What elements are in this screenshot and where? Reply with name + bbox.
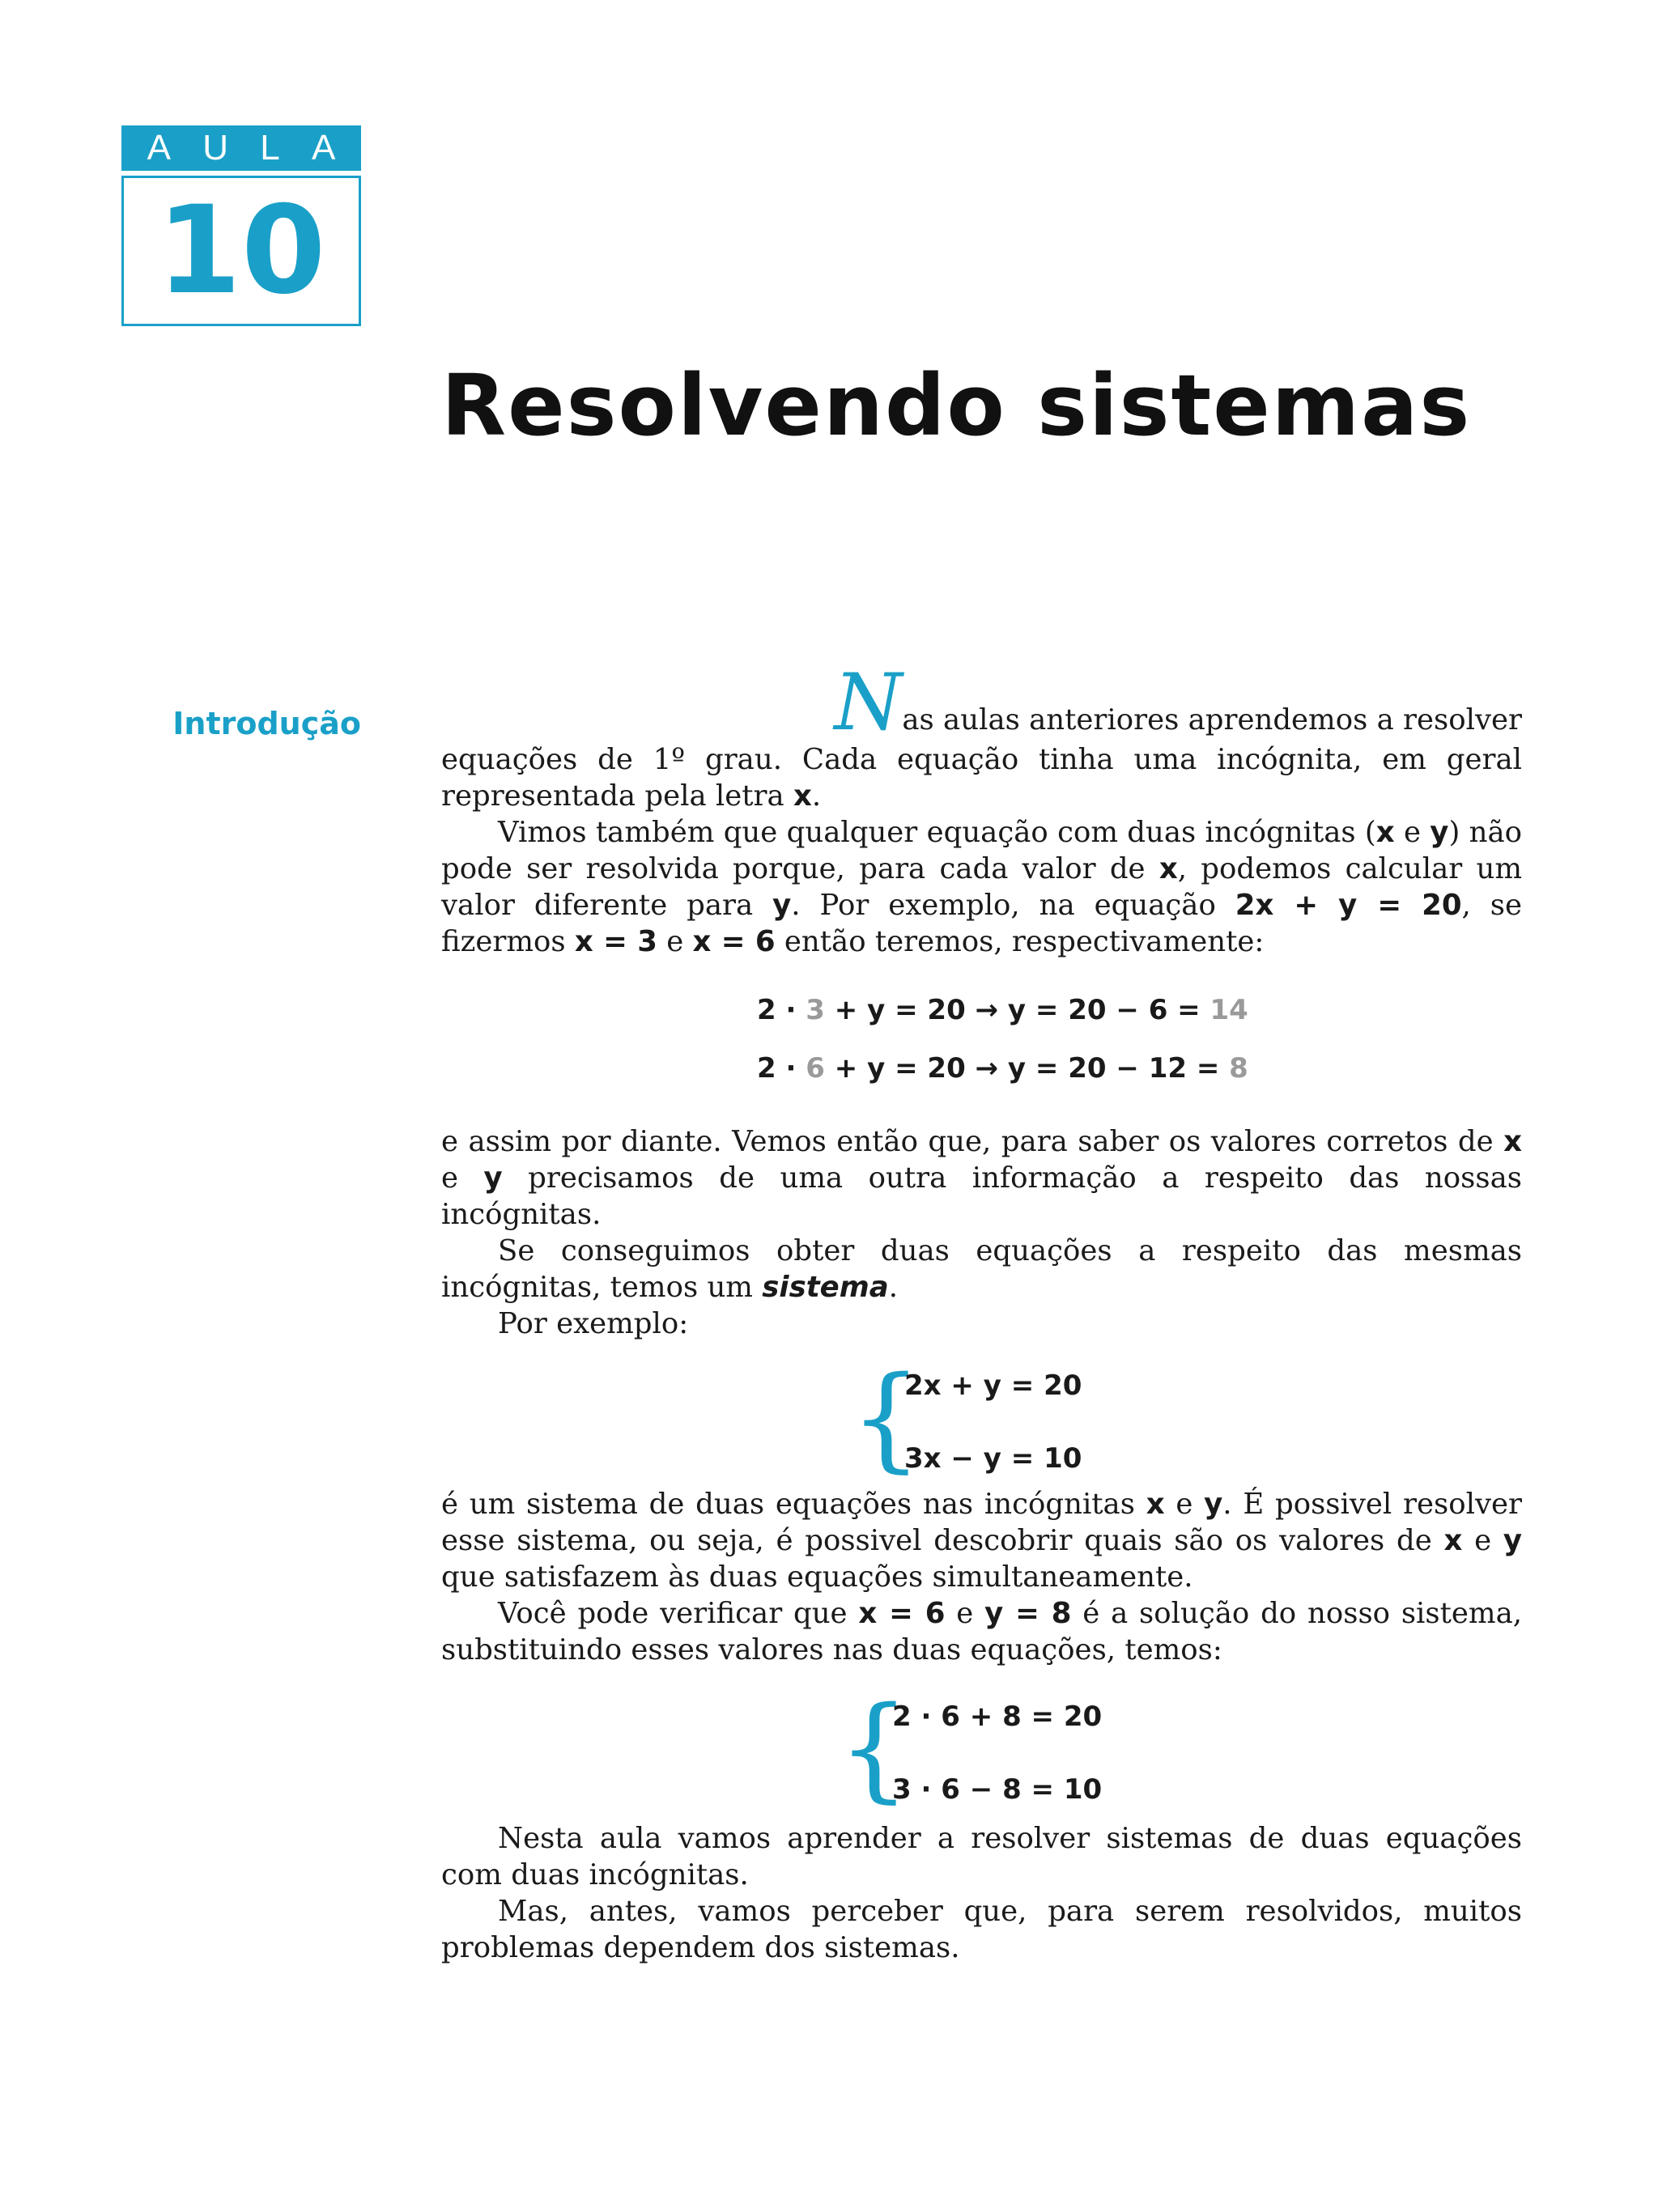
inline-equation: 2x + y = 20 [1235, 889, 1462, 922]
paragraph-8: Nesta aula vamos aprender a resolver sistemas de duas equações com duas incógnitas. [441, 1822, 1522, 1891]
lesson-letter: A [312, 128, 336, 168]
brace-icon: { [850, 1352, 923, 1484]
lesson-label [121, 125, 361, 171]
var-y: y [483, 1161, 503, 1195]
paragraph-4: Se conseguimos obter duas equações a respeito das mesmas incógnitas, temos um sistema. [441, 1234, 1522, 1304]
paragraph-9: Mas, antes, vamos perceber que, para serem resolvidos, muitos problemas dependem dos sistemas. [441, 1895, 1522, 1964]
lesson-letter: U [202, 128, 229, 168]
system-equation: 2 · 6 + 8 = 20 [892, 1700, 1103, 1733]
paragraph-5: Por exemplo: [498, 1307, 689, 1340]
system-of-equations-2 [441, 1668, 1522, 1820]
paragraph-7: Você pode verificar que x = 6 e y = 8 é a solução do nosso sistema, substituindo esses valores nas duas equações, temos: [441, 1597, 1523, 1666]
var-y: y [1204, 1488, 1223, 1521]
lesson-letter: L [260, 128, 280, 168]
lesson-letter: A [147, 128, 171, 168]
system-equation: 3x − y = 10 [904, 1442, 1082, 1475]
var-y: y [1430, 816, 1449, 849]
var-x: x [1158, 852, 1178, 885]
paragraph-2: Vimos também que qualquer equação com duas incógnitas (x e y) não pode ser resolvida porque, para cada valor de x, podemos calcular um valor diferente para y. Por exemplo, na equação 2x + y = 20, se fizermos x = 3 e x = 6 então teremos, respectivamente: [441, 816, 1522, 958]
term-sistema: sistema [762, 1271, 889, 1304]
inline-equation: x = 3 [574, 925, 657, 958]
paragraph-3: e assim por diante. Vemos então que, para saber os valores corretos de x e y precisamos de uma outra informação a respeito das nossas incógnitas. [441, 1125, 1522, 1231]
inline-equation: y = 8 [984, 1597, 1072, 1630]
var-x: x [1146, 1488, 1165, 1521]
system-of-equations-1 [441, 1342, 1522, 1486]
inline-equation: x = 6 [858, 1597, 946, 1630]
paragraph-6: é um sistema de duas equações nas incógnitas x e y. É possivel resolver esse sistema, ou seja, é possivel descobrir quais são os valores de x e y que satisfazem às duas equações simultaneamente. [441, 1488, 1522, 1594]
var-y: y [1503, 1524, 1522, 1557]
lesson-number: 10 [121, 176, 361, 326]
var-x: x [1375, 816, 1395, 849]
var-x: x [1503, 1125, 1522, 1158]
example-equation-1: 2 · 3 + y = 20 → y = 20 − 6 = 14 [757, 994, 1248, 1026]
var-x: x [1443, 1524, 1463, 1557]
paragraph-intro [441, 657, 1522, 814]
lesson-badge [121, 125, 361, 326]
brace-icon: { [838, 1683, 911, 1815]
var-x: x [793, 779, 812, 813]
system-equation: 3 · 6 − 8 = 10 [892, 1773, 1103, 1806]
intro-first-line [441, 657, 1522, 748]
intro-text: equações de 1º grau. Cada equação tinha uma incógnita, em geral representada pela letra [441, 743, 1522, 813]
var-y: y [772, 889, 792, 922]
intro-text-end: . [811, 779, 822, 813]
section-label: Introdução [172, 706, 361, 741]
inline-equation: x = 6 [692, 925, 776, 958]
intro-text-start: as aulas anteriores aprendemos a resolver [902, 703, 1522, 737]
drop-cap: N [834, 657, 903, 748]
page-title: Resolvendo sistemas [441, 356, 1472, 455]
example-equation-2: 2 · 6 + y = 20 → y = 20 − 12 = 8 [757, 1052, 1248, 1085]
body-text [441, 657, 1523, 1966]
system-equation: 2x + y = 20 [904, 1369, 1082, 1402]
